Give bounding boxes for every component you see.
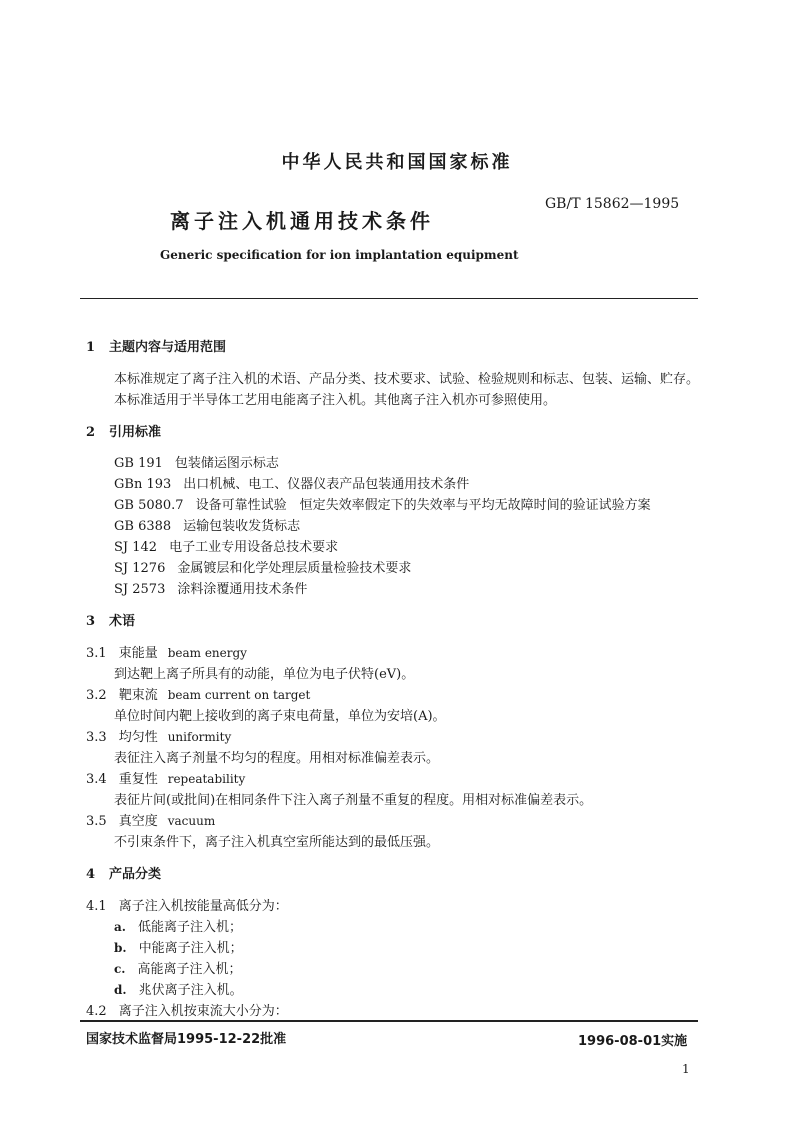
clause-number: 4.1 [86, 899, 107, 914]
reference-code: GB 6388 [114, 519, 172, 534]
section-number: 3 [86, 614, 96, 629]
reference-title: 涂料涂覆通用技术条件 [177, 582, 308, 597]
reference-item [114, 515, 300, 534]
reference-item [114, 452, 279, 471]
reference-item [114, 578, 307, 597]
section-number: 1 [86, 340, 96, 355]
section-2-heading [86, 421, 161, 440]
term-heading [86, 726, 231, 745]
list-item [114, 958, 242, 977]
reference-code: GB 191 [114, 456, 163, 471]
term-heading [86, 768, 245, 787]
effective-date: 1996-08-01实施 [578, 1034, 688, 1049]
term-name: 真空度 [118, 814, 158, 829]
term-name: 束能量 [118, 646, 158, 661]
reference-title: 设备可靠性试验 恒定失效率假定下的失效率与平均无故障时间的验证试验方案 [195, 498, 651, 513]
clause-number: 3.4 [86, 772, 107, 787]
term-definition: 表征片间(或批间)在相同条件下注入离子剂量不重复的程度。用相对标准偏差表示。 [114, 793, 593, 808]
reference-title: 出口机械、电工、仪器仪表产品包装通用技术条件 [183, 477, 470, 492]
section-title: 术语 [109, 614, 136, 629]
reference-title: 金属镀层和化学处理层质量检验技术要求 [177, 561, 412, 576]
clause-number: 3.2 [86, 688, 107, 703]
reference-item [114, 473, 469, 492]
term-heading [86, 684, 310, 703]
org-title: 中华人民共和国国家标准 [281, 152, 513, 173]
page-number: 1 [682, 1062, 690, 1076]
list-label: c. [114, 962, 126, 976]
clause-number: 3.1 [86, 646, 107, 661]
section-title: 产品分类 [109, 867, 162, 882]
list-text: 低能离子注入机； [137, 920, 242, 935]
list-item [114, 916, 242, 935]
term-name: 均匀性 [118, 730, 158, 745]
term-english: repeatability [167, 772, 246, 786]
reference-code: GB 5080.7 [114, 498, 184, 513]
doc-title: 离子注入机通用技术条件 [170, 209, 434, 233]
clause-number: 3.3 [86, 730, 107, 745]
section-number: 2 [86, 425, 96, 440]
term-definition: 单位时间内靶上接收到的离子束电荷量，单位为安培(A)。 [114, 709, 446, 724]
section-title: 主题内容与适用范围 [109, 340, 227, 355]
list-label: b. [114, 941, 127, 955]
reference-item [114, 557, 411, 576]
list-item [114, 937, 243, 956]
section-number: 4 [86, 867, 96, 882]
reference-item [114, 536, 338, 555]
clause-number: 3.5 [86, 814, 107, 829]
term-english: vacuum [167, 814, 216, 828]
reference-item [114, 494, 651, 513]
term-english: uniformity [167, 730, 232, 744]
term-english: beam current on target [167, 688, 311, 702]
header-divider [80, 298, 698, 299]
section-3-heading [86, 610, 135, 629]
reference-code: GBn 193 [114, 477, 172, 492]
reference-title: 电子工业专用设备总技术要求 [169, 540, 339, 555]
clause-number: 4.2 [86, 1004, 107, 1019]
section-4-heading [86, 863, 161, 882]
english-title: Generic specification for ion implantation equipment [160, 248, 519, 262]
term-name: 靶束流 [118, 688, 158, 703]
standard-number: GB/T 15862—1995 [545, 196, 680, 212]
list-text: 中能离子注入机； [138, 941, 243, 956]
footer-divider [80, 1020, 698, 1022]
list-text: 兆伏离子注入机。 [138, 983, 243, 998]
list-label: a. [114, 920, 126, 934]
reference-title: 包装储运图示标志 [174, 456, 279, 471]
reference-code: SJ 1276 [114, 561, 166, 576]
term-heading [86, 642, 247, 661]
paragraph: 本标准规定了离子注入机的术语、产品分类、技术要求、试验、检验规则和标志、包装、运输、贮存。 [114, 372, 700, 387]
reference-code: SJ 2573 [114, 582, 166, 597]
paragraph: 本标准适用于半导体工艺用电能离子注入机。其他离子注入机亦可参照使用。 [114, 393, 557, 408]
reference-code: SJ 142 [114, 540, 158, 555]
clause-4-2 [86, 1000, 288, 1019]
term-definition: 到达靶上离子所具有的动能，单位为电子伏特(eV)。 [114, 667, 415, 682]
clause-text: 离子注入机按束流大小分为： [118, 1004, 288, 1019]
reference-title: 运输包装收发货标志 [183, 519, 301, 534]
term-english: beam energy [167, 646, 247, 660]
approval-text: 国家技术监督局1995-12-22批准 [86, 1032, 287, 1047]
term-name: 重复性 [118, 772, 158, 787]
term-definition: 表征注入离子剂量不均匀的程度。用相对标准偏差表示。 [114, 751, 440, 766]
term-definition: 不引束条件下，离子注入机真空室所能达到的最低压强。 [114, 835, 440, 850]
list-label: d. [114, 983, 127, 997]
clause-4-1 [86, 895, 288, 914]
list-item [114, 979, 243, 998]
clause-text: 离子注入机按能量高低分为： [118, 899, 288, 914]
section-1-heading [86, 336, 226, 355]
section-title: 引用标准 [109, 425, 162, 440]
list-text: 高能离子注入机； [137, 962, 242, 977]
term-heading [86, 810, 215, 829]
